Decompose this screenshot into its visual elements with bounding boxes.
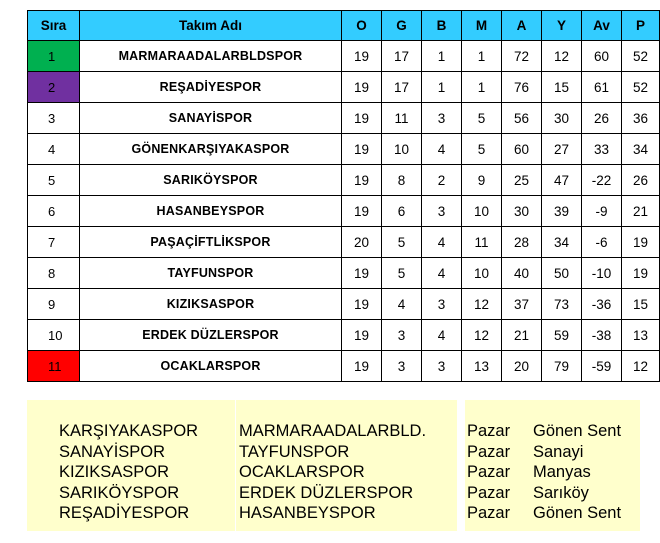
cell-played: 19 <box>342 289 382 320</box>
header-team: Takım Adı <box>80 11 342 41</box>
cell-points: 36 <box>622 103 660 134</box>
cell-played: 19 <box>342 134 382 165</box>
cell-goals-against: 73 <box>542 289 582 320</box>
cell-played: 19 <box>342 165 382 196</box>
table-row <box>28 134 660 165</box>
fixture-away: ERDEK DÜZLERSPOR <box>239 483 414 502</box>
cell-goal-diff: -22 <box>582 165 622 196</box>
cell-goals-for: 28 <box>502 227 542 258</box>
cell-points: 13 <box>622 320 660 351</box>
cell-team-name: REŞADİYESPOR <box>80 72 342 103</box>
cell-goal-diff: -6 <box>582 227 622 258</box>
cell-points: 19 <box>622 258 660 289</box>
cell-team-name: SANAYİSPOR <box>80 103 342 134</box>
cell-won: 4 <box>382 289 422 320</box>
cell-goals-against: 59 <box>542 320 582 351</box>
cell-lost: 13 <box>462 351 502 382</box>
cell-points: 12 <box>622 351 660 382</box>
fixture-home: KIZIKSASPOR <box>59 463 170 482</box>
cell-team-name: KIZIKSASPOR <box>80 289 342 320</box>
cell-goal-diff: -10 <box>582 258 622 289</box>
cell-drawn: 2 <box>422 165 462 196</box>
cell-goals-for: 21 <box>502 320 542 351</box>
cell-team-name: HASANBEYSPOR <box>80 196 342 227</box>
cell-drawn: 3 <box>422 103 462 134</box>
cell-won: 5 <box>382 258 422 289</box>
cell-drawn: 4 <box>422 134 462 165</box>
fixtures-away-teams <box>239 421 426 524</box>
cell-lost: 12 <box>462 289 502 320</box>
fixtures-home-teams <box>59 421 198 524</box>
cell-goal-diff: 60 <box>582 41 622 72</box>
fixture-day: Pazar <box>467 422 511 440</box>
fixtures-venues <box>533 421 621 524</box>
cell-team-name: OCAKLARSPOR <box>80 351 342 382</box>
fixture-home: SANAYİSPOR <box>59 442 166 461</box>
cell-lost: 5 <box>462 134 502 165</box>
fixture-day: Pazar <box>467 463 511 482</box>
header-row <box>28 11 660 41</box>
cell-rank: 5 <box>28 165 80 196</box>
cell-goals-for: 25 <box>502 165 542 196</box>
cell-lost: 9 <box>462 165 502 196</box>
fixture-venue: Sarıköy <box>533 483 589 502</box>
cell-goals-against: 50 <box>542 258 582 289</box>
cell-rank: 11 <box>28 351 80 382</box>
cell-won: 3 <box>382 320 422 351</box>
cell-rank: 6 <box>28 196 80 227</box>
cell-goals-for: 20 <box>502 351 542 382</box>
cell-won: 17 <box>382 72 422 103</box>
fixture-venue: Gönen Sent <box>533 422 622 440</box>
cell-goal-diff: 33 <box>582 134 622 165</box>
cell-goal-diff: 26 <box>582 103 622 134</box>
cell-goals-for: 72 <box>502 41 542 72</box>
fixture-day: Pazar <box>467 483 511 502</box>
cell-lost: 12 <box>462 320 502 351</box>
cell-goals-for: 56 <box>502 103 542 134</box>
table-row <box>28 165 660 196</box>
table-row <box>28 196 660 227</box>
standings-body <box>28 41 660 382</box>
fixture-home: KARŞIYAKASPOR <box>59 422 199 440</box>
fixture-away: MARMARAADALARBLD. <box>239 422 427 440</box>
cell-drawn: 4 <box>422 227 462 258</box>
cell-goals-against: 47 <box>542 165 582 196</box>
cell-lost: 5 <box>462 103 502 134</box>
table-row <box>28 103 660 134</box>
cell-drawn: 4 <box>422 320 462 351</box>
header-goals-against: Y <box>542 11 582 41</box>
header-won: G <box>382 11 422 41</box>
cell-won: 3 <box>382 351 422 382</box>
cell-goals-against: 39 <box>542 196 582 227</box>
fixture-away: TAYFUNSPOR <box>239 442 350 461</box>
header-rank: Sıra <box>28 11 80 41</box>
table-row <box>28 258 660 289</box>
cell-won: 11 <box>382 103 422 134</box>
cell-rank: 7 <box>28 227 80 258</box>
cell-drawn: 3 <box>422 196 462 227</box>
cell-drawn: 3 <box>422 351 462 382</box>
cell-won: 5 <box>382 227 422 258</box>
cell-rank: 8 <box>28 258 80 289</box>
cell-goal-diff: -38 <box>582 320 622 351</box>
cell-rank: 3 <box>28 103 80 134</box>
cell-lost: 1 <box>462 72 502 103</box>
cell-points: 34 <box>622 134 660 165</box>
cell-played: 19 <box>342 320 382 351</box>
cell-goal-diff: -9 <box>582 196 622 227</box>
cell-points: 52 <box>622 41 660 72</box>
cell-goals-for: 37 <box>502 289 542 320</box>
fixture-day: Pazar <box>467 504 511 523</box>
cell-lost: 1 <box>462 41 502 72</box>
cell-points: 15 <box>622 289 660 320</box>
cell-played: 19 <box>342 258 382 289</box>
header-played: O <box>342 11 382 41</box>
cell-team-name: SARIKÖYSPOR <box>80 165 342 196</box>
table-row <box>28 72 660 103</box>
fixture-home: REŞADİYESPOR <box>59 504 190 523</box>
header-points: P <box>622 11 660 41</box>
table-row <box>28 289 660 320</box>
fixtures-days <box>467 421 510 524</box>
cell-goals-for: 60 <box>502 134 542 165</box>
header-goals-for: A <box>502 11 542 41</box>
cell-points: 21 <box>622 196 660 227</box>
cell-played: 19 <box>342 351 382 382</box>
cell-played: 19 <box>342 103 382 134</box>
cell-won: 17 <box>382 41 422 72</box>
fixture-venue: Gönen Sent <box>533 504 622 523</box>
standings-table <box>27 10 660 382</box>
cell-points: 52 <box>622 72 660 103</box>
cell-goals-against: 79 <box>542 351 582 382</box>
cell-rank: 4 <box>28 134 80 165</box>
cell-goals-against: 12 <box>542 41 582 72</box>
fixture-venue: Manyas <box>533 463 591 482</box>
fixture-venue: Sanayi <box>533 442 584 461</box>
cell-goals-for: 30 <box>502 196 542 227</box>
cell-drawn: 1 <box>422 41 462 72</box>
cell-goals-for: 40 <box>502 258 542 289</box>
cell-won: 10 <box>382 134 422 165</box>
cell-team-name: PAŞAÇİFTLİKSPOR <box>80 227 342 258</box>
cell-team-name: MARMARAADALARBLDSPOR <box>80 41 342 72</box>
cell-goal-diff: -36 <box>582 289 622 320</box>
cell-goal-diff: -59 <box>582 351 622 382</box>
cell-goals-against: 34 <box>542 227 582 258</box>
cell-points: 19 <box>622 227 660 258</box>
cell-won: 8 <box>382 165 422 196</box>
cell-played: 19 <box>342 41 382 72</box>
cell-points: 26 <box>622 165 660 196</box>
cell-played: 19 <box>342 196 382 227</box>
cell-team-name: TAYFUNSPOR <box>80 258 342 289</box>
header-lost: M <box>462 11 502 41</box>
fixture-away: HASANBEYSPOR <box>239 504 376 523</box>
fixture-away: OCAKLARSPOR <box>239 463 365 482</box>
table-row <box>28 227 660 258</box>
table-row <box>28 41 660 72</box>
cell-goals-for: 76 <box>502 72 542 103</box>
cell-rank: 9 <box>28 289 80 320</box>
cell-goal-diff: 61 <box>582 72 622 103</box>
cell-drawn: 1 <box>422 72 462 103</box>
cell-played: 19 <box>342 72 382 103</box>
cell-team-name: ERDEK DÜZLERSPOR <box>80 320 342 351</box>
cell-lost: 10 <box>462 258 502 289</box>
table-row <box>28 320 660 351</box>
cell-rank: 10 <box>28 320 80 351</box>
cell-lost: 10 <box>462 196 502 227</box>
cell-rank: 1 <box>28 41 80 72</box>
cell-drawn: 4 <box>422 258 462 289</box>
header-goal-diff: Av <box>582 11 622 41</box>
fixture-day: Pazar <box>467 442 511 461</box>
cell-goals-against: 30 <box>542 103 582 134</box>
cell-lost: 11 <box>462 227 502 258</box>
header-drawn: B <box>422 11 462 41</box>
cell-goals-against: 27 <box>542 134 582 165</box>
cell-played: 20 <box>342 227 382 258</box>
cell-goals-against: 15 <box>542 72 582 103</box>
fixture-home: SARIKÖYSPOR <box>59 483 180 502</box>
cell-drawn: 3 <box>422 289 462 320</box>
table-row <box>28 351 660 382</box>
cell-team-name: GÖNENKARŞIYAKASPOR <box>80 134 342 165</box>
cell-rank: 2 <box>28 72 80 103</box>
cell-won: 6 <box>382 196 422 227</box>
